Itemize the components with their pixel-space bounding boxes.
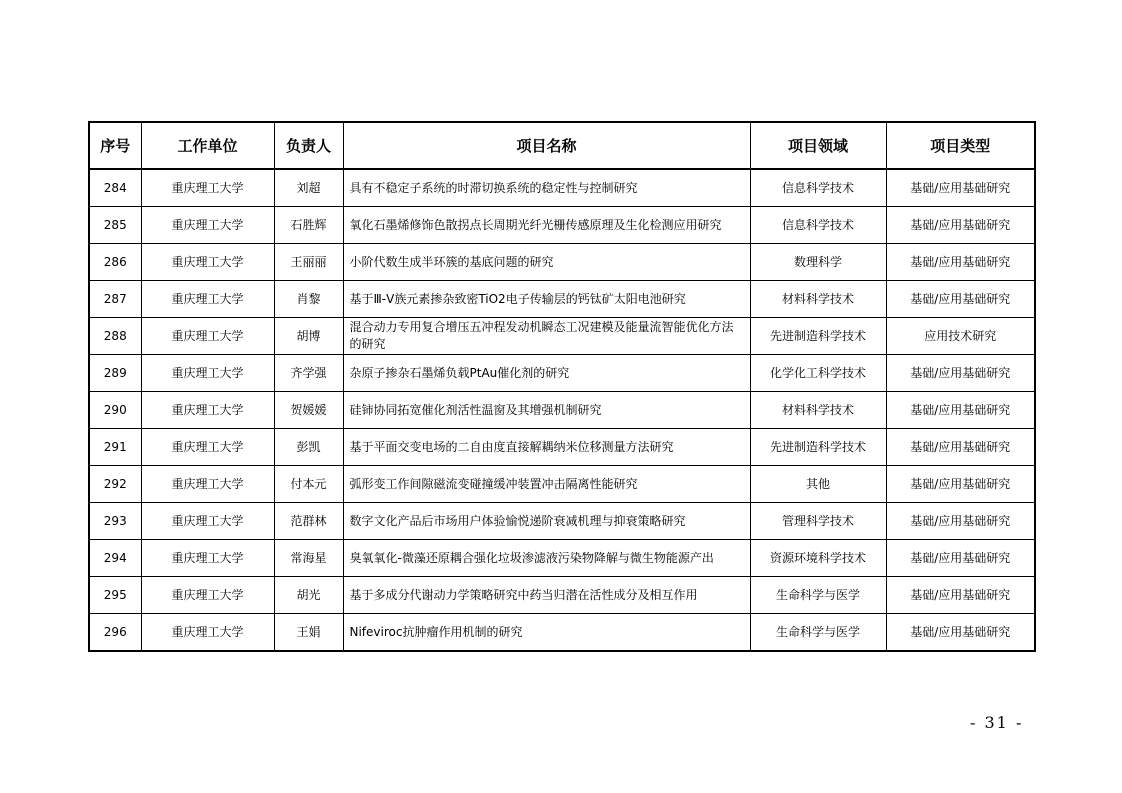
cell-unit: 重庆理工大学: [141, 503, 274, 540]
cell-lead: 彭凯: [274, 429, 343, 466]
cell-num: 296: [89, 614, 141, 652]
cell-name: 混合动力专用复合增压五冲程发动机瞬态工况建模及能量流智能优化方法的研究: [343, 318, 750, 355]
cell-name: 小阶代数生成半环簇的基底问题的研究: [343, 244, 750, 281]
table-row: [89, 355, 1035, 392]
cell-num: 288: [89, 318, 141, 355]
cell-field: 其他: [750, 466, 886, 503]
cell-unit: 重庆理工大学: [141, 540, 274, 577]
cell-name: Nifeviroc抗肿瘤作用机制的研究: [343, 614, 750, 652]
cell-name: 杂原子掺杂石墨烯负载PtAu催化剂的研究: [343, 355, 750, 392]
cell-unit: 重庆理工大学: [141, 207, 274, 244]
table-row: [89, 614, 1035, 652]
cell-num: 285: [89, 207, 141, 244]
cell-lead: 范群林: [274, 503, 343, 540]
cell-type: 基础/应用基础研究: [886, 577, 1035, 614]
cell-lead: 刘超: [274, 169, 343, 207]
cell-field: 生命科学与医学: [750, 577, 886, 614]
cell-lead: 肖黎: [274, 281, 343, 318]
cell-unit: 重庆理工大学: [141, 169, 274, 207]
cell-type: 基础/应用基础研究: [886, 429, 1035, 466]
cell-lead: 齐学强: [274, 355, 343, 392]
cell-num: 290: [89, 392, 141, 429]
table-row: [89, 281, 1035, 318]
cell-num: 295: [89, 577, 141, 614]
header-field: 项目领域: [750, 122, 886, 169]
cell-lead: 胡光: [274, 577, 343, 614]
cell-type: 基础/应用基础研究: [886, 244, 1035, 281]
table-row: [89, 244, 1035, 281]
projects-table: [88, 121, 1036, 652]
cell-field: 化学化工科学技术: [750, 355, 886, 392]
cell-num: 293: [89, 503, 141, 540]
cell-num: 291: [89, 429, 141, 466]
cell-name: 弧形变工作间隙磁流变碰撞缓冲装置冲击隔离性能研究: [343, 466, 750, 503]
cell-field: 先进制造科学技术: [750, 429, 886, 466]
cell-type: 基础/应用基础研究: [886, 207, 1035, 244]
cell-type: 基础/应用基础研究: [886, 540, 1035, 577]
cell-num: 292: [89, 466, 141, 503]
cell-type: 基础/应用基础研究: [886, 466, 1035, 503]
cell-name: 数字文化产品后市场用户体验愉悦递阶衰减机理与抑衰策略研究: [343, 503, 750, 540]
header-unit: 工作单位: [141, 122, 274, 169]
cell-lead: 付本元: [274, 466, 343, 503]
cell-type: 基础/应用基础研究: [886, 503, 1035, 540]
cell-name: 臭氧氧化-微藻还原耦合强化垃圾渗滤液污染物降解与微生物能源产出: [343, 540, 750, 577]
cell-field: 材料科学技术: [750, 392, 886, 429]
cell-lead: 王丽丽: [274, 244, 343, 281]
page-number: - 31 -: [970, 713, 1024, 732]
table-row: [89, 169, 1035, 207]
cell-num: 287: [89, 281, 141, 318]
cell-type: 应用技术研究: [886, 318, 1035, 355]
cell-num: 289: [89, 355, 141, 392]
cell-name: 硅铈协同拓宽催化剂活性温窗及其增强机制研究: [343, 392, 750, 429]
cell-unit: 重庆理工大学: [141, 281, 274, 318]
table-row: [89, 392, 1035, 429]
cell-unit: 重庆理工大学: [141, 392, 274, 429]
table-header-row: [89, 122, 1035, 169]
cell-lead: 石胜辉: [274, 207, 343, 244]
cell-field: 材料科学技术: [750, 281, 886, 318]
cell-field: 生命科学与医学: [750, 614, 886, 652]
header-num: 序号: [89, 122, 141, 169]
cell-type: 基础/应用基础研究: [886, 392, 1035, 429]
table-row: [89, 503, 1035, 540]
table-row: [89, 466, 1035, 503]
header-name: 项目名称: [343, 122, 750, 169]
table-row: [89, 577, 1035, 614]
header-lead: 负责人: [274, 122, 343, 169]
cell-unit: 重庆理工大学: [141, 244, 274, 281]
cell-name: 基于多成分代谢动力学策略研究中药当归潜在活性成分及相互作用: [343, 577, 750, 614]
cell-unit: 重庆理工大学: [141, 355, 274, 392]
cell-type: 基础/应用基础研究: [886, 281, 1035, 318]
cell-lead: 王娟: [274, 614, 343, 652]
cell-unit: 重庆理工大学: [141, 577, 274, 614]
cell-name: 基于Ⅲ-Ⅴ族元素掺杂致密TiO2电子传输层的钙钛矿太阳电池研究: [343, 281, 750, 318]
cell-type: 基础/应用基础研究: [886, 169, 1035, 207]
cell-unit: 重庆理工大学: [141, 318, 274, 355]
table-row: [89, 318, 1035, 355]
cell-unit: 重庆理工大学: [141, 429, 274, 466]
cell-num: 284: [89, 169, 141, 207]
cell-name: 基于平面交变电场的二自由度直接解耦纳米位移测量方法研究: [343, 429, 750, 466]
cell-type: 基础/应用基础研究: [886, 355, 1035, 392]
cell-field: 数理科学: [750, 244, 886, 281]
cell-num: 286: [89, 244, 141, 281]
cell-field: 信息科学技术: [750, 169, 886, 207]
cell-field: 先进制造科学技术: [750, 318, 886, 355]
cell-type: 基础/应用基础研究: [886, 614, 1035, 652]
cell-lead: 胡博: [274, 318, 343, 355]
cell-unit: 重庆理工大学: [141, 466, 274, 503]
header-type: 项目类型: [886, 122, 1035, 169]
cell-lead: 常海星: [274, 540, 343, 577]
cell-lead: 贺媛媛: [274, 392, 343, 429]
table-row: [89, 540, 1035, 577]
table-row: [89, 429, 1035, 466]
table-row: [89, 207, 1035, 244]
cell-field: 资源环境科学技术: [750, 540, 886, 577]
cell-name: 氧化石墨烯修饰色散拐点长周期光纤光栅传感原理及生化检测应用研究: [343, 207, 750, 244]
cell-name: 具有不稳定子系统的时滞切换系统的稳定性与控制研究: [343, 169, 750, 207]
cell-num: 294: [89, 540, 141, 577]
cell-field: 管理科学技术: [750, 503, 886, 540]
cell-unit: 重庆理工大学: [141, 614, 274, 652]
cell-field: 信息科学技术: [750, 207, 886, 244]
